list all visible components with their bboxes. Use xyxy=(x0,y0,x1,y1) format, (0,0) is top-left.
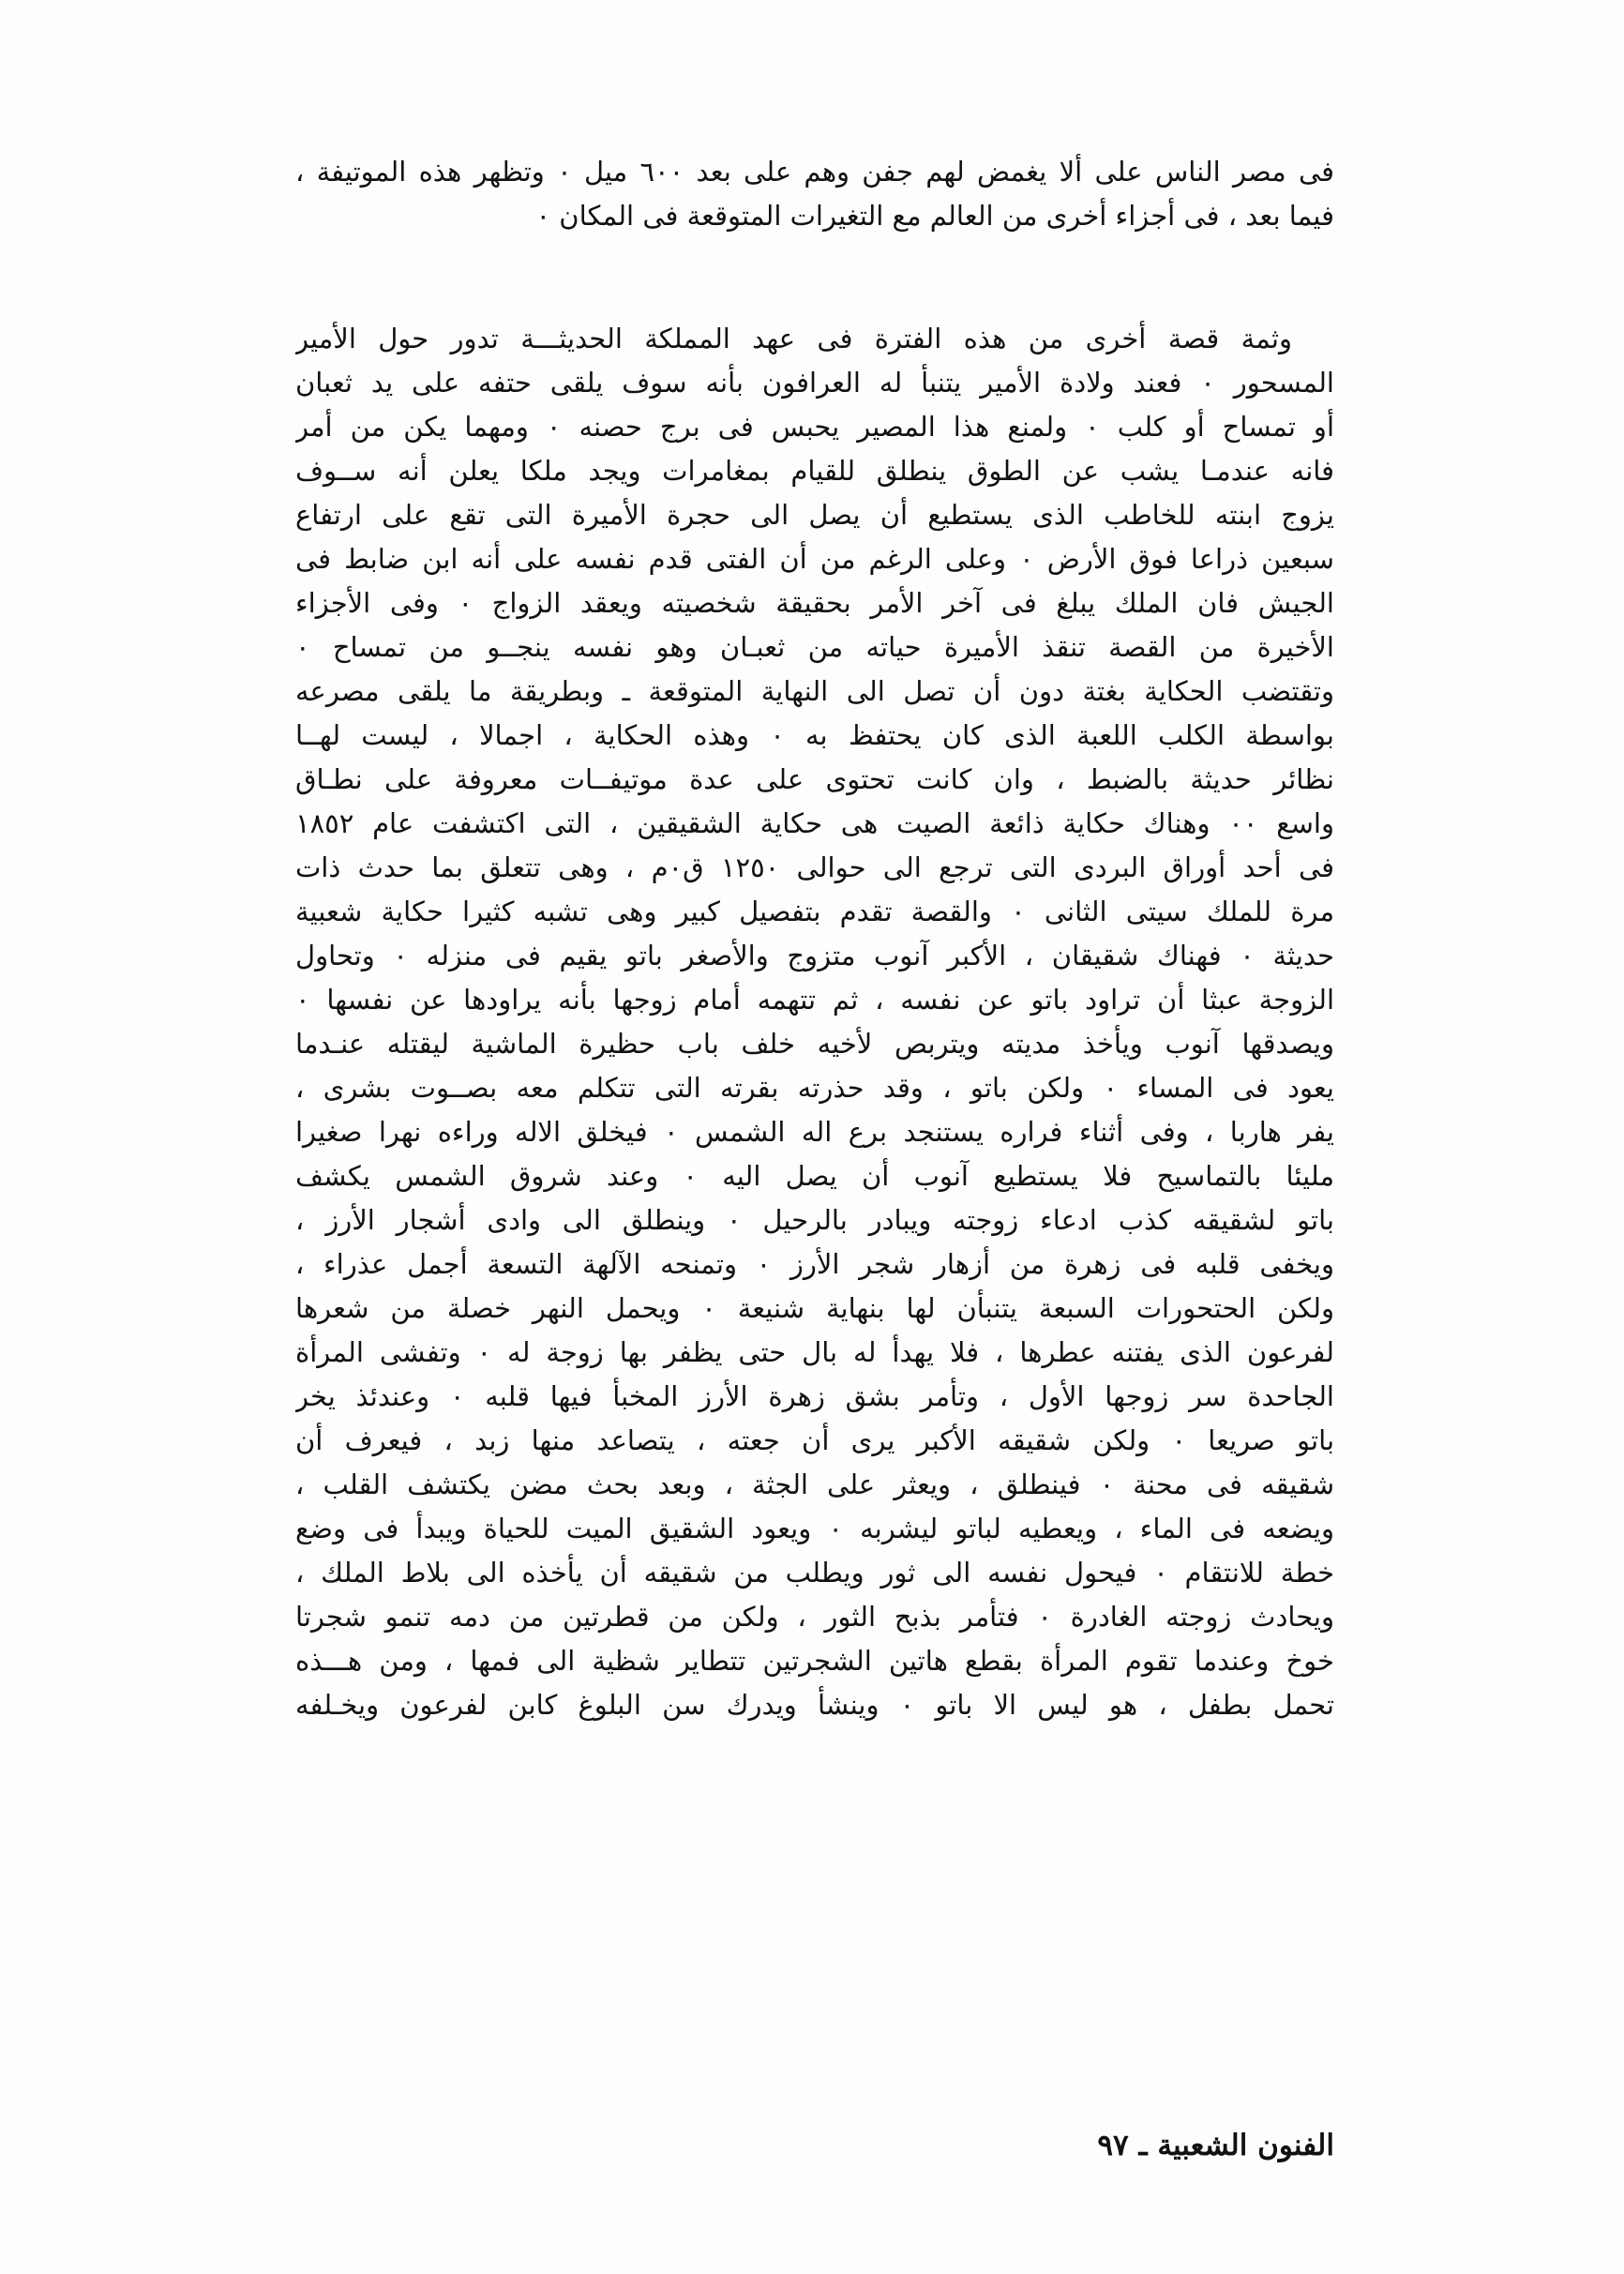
text-line: فانه عندمـا يشب عن الطوق ينطلق للقيام بمغامرات ويجد ملكا يعلن أنه ســوف xyxy=(295,455,1334,487)
text-line: ويصدقها آنوب ويأخذ مديته ويتربص لأخيه خلف باب حظيرة الماشية ليقتله عنـدما xyxy=(295,1028,1334,1060)
text-line: وثمة قصة أخرى من هذه الفترة فى عهد المملكة الحديثـــة تدور حول الأمير xyxy=(295,323,1292,354)
text-line: ويحادث زوجته الغادرة ٠ فتأمر بذبح الثور ، ولكن من قطرتين من دمه تنمو شجرتا xyxy=(295,1601,1334,1633)
text-line: ويخفى قلبه فى زهرة من أزهار شجر الأرز ٠ وتمنحه الآلهة التسعة أجمل عذراء ، xyxy=(295,1248,1334,1280)
text-line: مليئا بالتماسيح فلا يستطيع آنوب أن يصل اليه ٠ وعند شروق الشمس يكشف xyxy=(295,1160,1334,1192)
text-line: خطة للانتقام ٠ فيحول نفسه الى ثور ويطلب من شقيقه أن يأخذه الى بلاط الملك ، xyxy=(295,1557,1334,1589)
text-line: يزوج ابنته للخاطب الذى يستطيع أن يصل الى حجرة الأميرة التى تقع على ارتفاع xyxy=(295,499,1334,531)
text-line: نظائر حديثة بالضبط ، وان كانت تحتوى على عدة موتيفــات معروفة على نطـاق xyxy=(295,763,1334,795)
text-line: مرة للملك سيتى الثانى ٠ والقصة تقدم بتفصيل كبير وهى تشبه كثيرا حكاية شعبية xyxy=(295,896,1334,927)
text-line: الجاحدة سر زوجها الأول ، وتأمر بشق زهرة الأرز المخبأ فيها قلبه ٠ وعندئذ يخر xyxy=(295,1380,1334,1412)
text-line: لفرعون الذى يفتنه عطرها ، فلا يهدأ له بال حتى يظفر بها زوجة له ٠ وتفشى المرأة xyxy=(295,1336,1334,1368)
text-line: باتو صريعا ٠ ولكن شقيقه الأكبر يرى أن جعته ، يتصاعد منها زبد ، فيعرف أن xyxy=(295,1424,1334,1456)
text-line: الأخيرة من القصة تنقذ الأميرة حياته من ثعبـان وهو نفسه ينجــو من تمساح ٠ xyxy=(295,631,1334,663)
text-line: سبعين ذراعا فوق الأرض ٠ وعلى الرغم من أن الفتى قدم نفسه على أنه ابن ضابط فى xyxy=(295,543,1334,575)
text-line: حديثة ٠ فهناك شقيقان ، الأكبر آنوب متزوج والأصغر باتو يقيم فى منزله ٠ وتحاول xyxy=(295,940,1334,971)
text-line: فى أحد أوراق البردى التى ترجع الى حوالى ١٢٥٠ ق٠م ، وهى تتعلق بما حدث ذات xyxy=(295,851,1334,883)
text-line: تحمل بطفل ، هو ليس الا باتو ٠ وينشأ ويدرك سن البلوغ كابن لفرعون ويخـلفه xyxy=(295,1689,1334,1721)
paragraph-2 xyxy=(295,317,1334,1727)
text-line: واسع ٠٠ وهناك حكاية ذائعة الصيت هى حكاية الشقيقين ، التى اكتشفت عام ١٨٥٢ xyxy=(295,807,1334,839)
page-footer xyxy=(295,2124,1334,2167)
text-line: بواسطة الكلب اللعبة الذى كان يحتفظ به ٠ وهذه الحكاية ، اجمالا ، ليست لهــا xyxy=(295,719,1334,751)
text-line: فى مصر الناس على ألا يغمض لهم جفن وهم على بعد ٦٠٠ ميل ٠ وتظهر هذه الموتيفة ، xyxy=(295,156,1334,188)
text-line: وتقتضب الحكاية بغتة دون أن تصل الى النهاية المتوقعة ـ وبطريقة ما يلقى مصرعه xyxy=(295,675,1334,707)
text-line: شقيقه فى محنة ٠ فينطلق ، ويعثر على الجثة ، وبعد بحث مضن يكتشف القلب ، xyxy=(295,1468,1334,1500)
text-line: فيما بعد ، فى أجزاء أخرى من العالم مع التغيرات المتوقعة فى المكان ٠ xyxy=(535,200,1334,232)
text-line: يعود فى المساء ٠ ولكن باتو ، وقد حذرته بقرته التى تتكلم معه بصــوت بشرى ، xyxy=(295,1072,1334,1104)
text-line: المسحور ٠ فعند ولادة الأمير يتنبأ له العرافون بأنه سوف يلقى حتفه على يد ثعبان xyxy=(295,367,1334,399)
text-line: يفر هاربا ، وفى أثناء فراره يستنجد برع اله الشمس ٠ فيخلق الاله وراءه نهرا صغيرا xyxy=(295,1116,1334,1148)
text-line: باتو لشقيقه كذب ادعاء زوجته ويبادر بالرحيل ٠ وينطلق الى وادى أشجار الأرز ، xyxy=(295,1204,1334,1236)
text-line: الجيش فان الملك يبلغ فى آخر الأمر بحقيقة شخصيته ويعقد الزواج ٠ وفى الأجزاء xyxy=(295,587,1334,619)
running-head-page-number: الفنون الشعبية ـ ٩٧ xyxy=(1097,2129,1334,2162)
text-line: أو تمساح أو كلب ٠ ولمنع هذا المصير يحبس فى برج حصنه ٠ ومهما يكن من أمر xyxy=(295,411,1334,443)
paragraph-1 xyxy=(295,150,1334,238)
text-line: ويضعه فى الماء ، ويعطيه لباتو ليشربه ٠ ويعود الشقيق الميت للحياة ويبدأ فى وضع xyxy=(295,1513,1334,1544)
text-line: خوخ وعندما تقوم المرأة بقطع هاتين الشجرتين تتطاير شظية الى فمها ، ومن هـــذه xyxy=(295,1645,1334,1677)
text-line: الزوجة عبثا أن تراود باتو عن نفسه ، ثم تتهمه أمام زوجها بأنه يراودها عن نفسها ٠ xyxy=(295,984,1334,1016)
text-line: ولكن الحتحورات السبعة يتنبأن لها بنهاية شنيعة ٠ ويحمل النهر خصلة من شعرها xyxy=(295,1292,1334,1324)
